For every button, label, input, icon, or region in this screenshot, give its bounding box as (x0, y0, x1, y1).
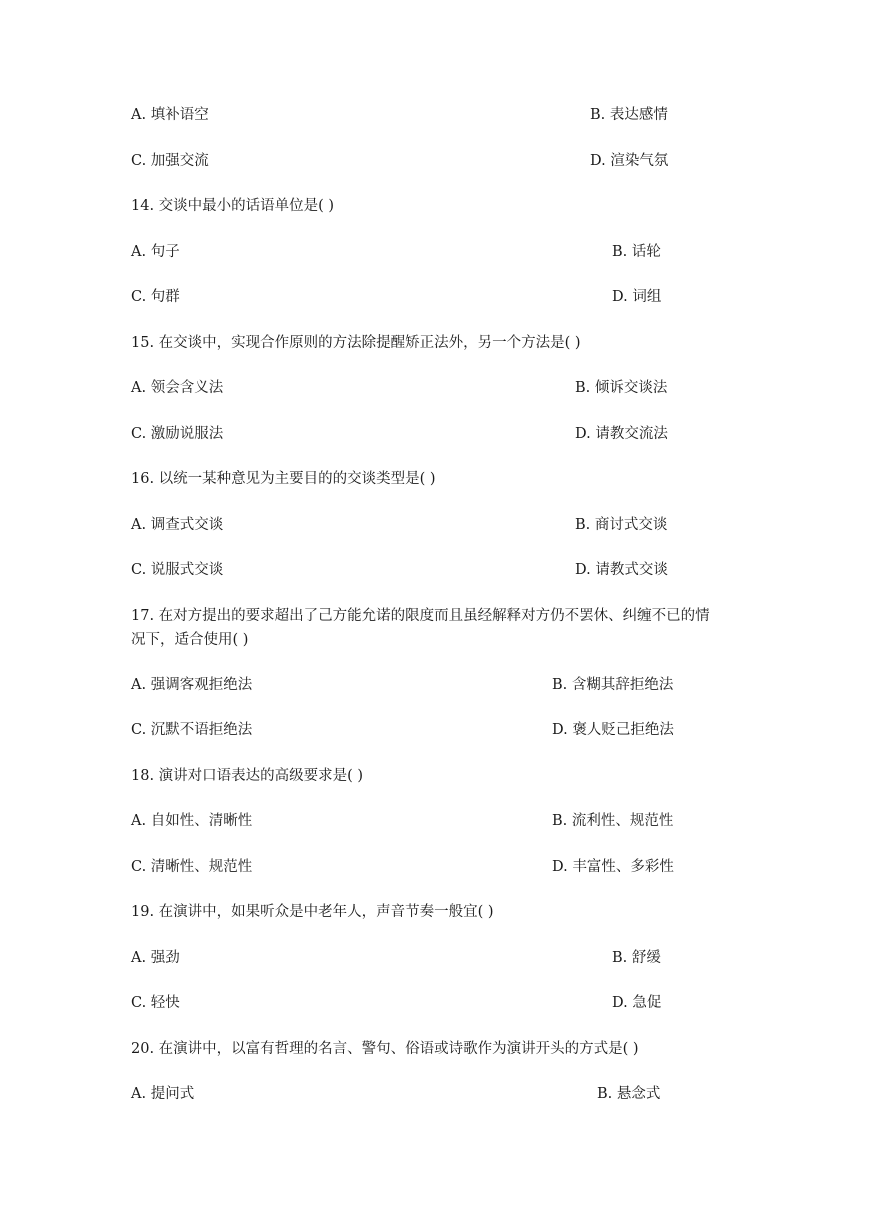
q16-stem: 16. 以统一某种意见为主要目的的交谈类型是( ) (131, 471, 436, 487)
q17-option-b: B. 含糊其辞拒绝法 (552, 677, 674, 693)
q14-option-d: D. 词组 (612, 289, 662, 305)
q18-option-b: B. 流利性、规范性 (552, 813, 674, 829)
q16-option-a: A. 调查式交谈 (131, 517, 224, 533)
q16-option-c: C. 说服式交谈 (131, 562, 224, 578)
q18-option-a: A. 自如性、清晰性 (131, 813, 253, 829)
q16-option-d: D. 请教式交谈 (575, 562, 668, 578)
q15-stem: 15. 在交谈中，实现合作原则的方法除提醒矫正法外，另一个方法是( ) (131, 335, 581, 351)
q13-option-b: B. 表达感情 (590, 107, 668, 123)
q18-stem: 18. 演讲对口语表达的高级要求是( ) (131, 768, 364, 784)
q13-option-d: D. 渲染气氛 (590, 153, 669, 169)
q20-stem: 20. 在演讲中，以富有哲理的名言、警句、俗语或诗歌作为演讲开头的方式是( ) (131, 1041, 639, 1057)
q19-option-d: D. 急促 (612, 995, 662, 1011)
q17-option-c: C. 沉默不语拒绝法 (131, 722, 253, 738)
q15-option-b: B. 倾诉交谈法 (575, 380, 668, 396)
q19-stem: 19. 在演讲中，如果听众是中老年人，声音节奏一般宜( ) (131, 904, 494, 920)
q16-option-b: B. 商讨式交谈 (575, 517, 668, 533)
q14-option-b: B. 话轮 (612, 244, 661, 260)
q18-option-c: C. 清晰性、规范性 (131, 859, 253, 875)
q15-option-c: C. 激励说服法 (131, 426, 224, 442)
q13-option-a: A. 填补语空 (131, 107, 209, 123)
q17-option-a: A. 强调客观拒绝法 (131, 677, 253, 693)
q19-option-b: B. 舒缓 (612, 950, 661, 966)
q14-stem: 14. 交谈中最小的话语单位是( ) (131, 198, 335, 214)
q19-option-c: C. 轻快 (131, 995, 180, 1011)
q14-option-c: C. 句群 (131, 289, 180, 305)
q13-option-c: C. 加强交流 (131, 153, 209, 169)
q15-option-a: A. 领会含义法 (131, 380, 224, 396)
q17-stem-line1: 17. 在对方提出的要求超出了己方能允诺的限度而且虽经解释对方仍不罢休、纠缠不已的情 (131, 608, 710, 624)
q19-option-a: A. 强劲 (131, 950, 180, 966)
q18-option-d: D. 丰富性、多彩性 (552, 859, 674, 875)
q20-option-a: A. 提问式 (131, 1086, 195, 1102)
q17-option-d: D. 褒人贬己拒绝法 (552, 722, 674, 738)
q14-option-a: A. 句子 (131, 244, 180, 260)
q15-option-d: D. 请教交流法 (575, 426, 668, 442)
q17-stem-line2: 况下，适合使用( ) (131, 632, 249, 648)
q20-option-b: B. 悬念式 (597, 1086, 661, 1102)
